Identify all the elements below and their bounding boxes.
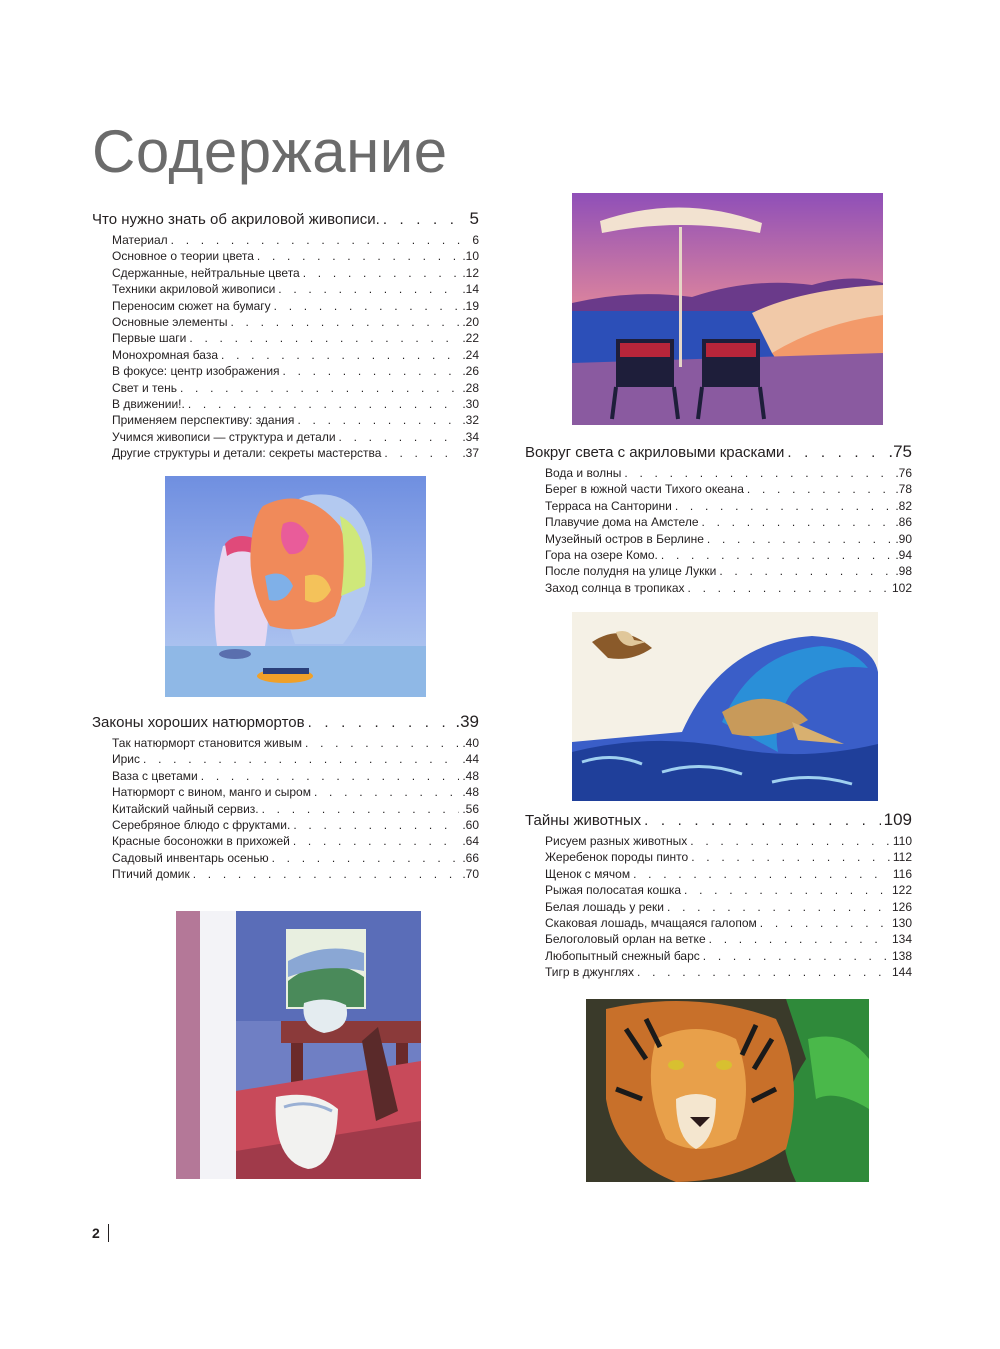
- toc-item-label: Белая лошадь у реки: [545, 899, 664, 914]
- toc-item-label: Основные элементы: [112, 314, 228, 329]
- toc-item-page: .19: [462, 298, 479, 313]
- page-number: [92, 1224, 109, 1242]
- toc-item[interactable]: [112, 801, 479, 817]
- toc-item-page: .82: [895, 498, 912, 513]
- toc-item-label: Птичий домик: [112, 867, 190, 882]
- toc-item[interactable]: [112, 751, 479, 767]
- toc-item-label: Любопытный снежный барс: [545, 948, 700, 963]
- toc-item-label: Натюрморт с вином, манго и сыром: [112, 785, 311, 800]
- toc-item[interactable]: [545, 882, 912, 898]
- toc-item[interactable]: [112, 347, 479, 363]
- toc-item-list: [112, 232, 479, 461]
- toc-item-page: .56: [462, 801, 479, 816]
- toc-item-page: .64: [462, 834, 479, 849]
- toc-item-page: 122: [891, 883, 912, 898]
- toc-item-label: Так натюрморт становится живым: [112, 736, 303, 750]
- toc-item-label: Музейный остров в Берлине: [545, 531, 704, 546]
- toc-item[interactable]: [112, 833, 479, 849]
- toc-item[interactable]: [545, 931, 912, 947]
- toc-item-label: Вода и волны: [545, 466, 622, 480]
- toc-item[interactable]: [112, 363, 479, 379]
- toc-item-label: Гора на озере Комо.: [545, 547, 658, 562]
- toc-item[interactable]: [545, 866, 912, 882]
- toc-item-label: Ирис: [112, 752, 141, 767]
- terrace-painting: [572, 193, 883, 425]
- toc-item-label: Применяем перспективу: здания: [112, 413, 295, 428]
- toc-item-page: 116: [892, 866, 912, 881]
- toc-item-label: Сдержанные, нейтральные цвета: [112, 265, 300, 280]
- page-title: Содержание: [92, 118, 448, 185]
- toc-item-page: 130: [891, 915, 912, 930]
- toc-item-page: .48: [462, 785, 479, 800]
- toc-item[interactable]: [545, 899, 912, 915]
- toc-item-page: 102: [891, 580, 912, 595]
- toc-item[interactable]: [545, 531, 912, 547]
- toc-item-label: Монохромная база: [112, 347, 219, 362]
- section-page: 5: [469, 209, 479, 228]
- toc-item-page: .44: [462, 752, 479, 767]
- toc-item-label: Первые шаги: [112, 331, 187, 346]
- toc-item-label: Переносим сюжет на бумагу: [112, 298, 271, 313]
- toc-item-page: .86: [895, 515, 912, 530]
- toc-section-animals: [525, 809, 912, 981]
- toc-item-page: .10: [462, 249, 479, 264]
- toc-item-label: Скаковая лошадь, мчащаяся галопом: [545, 915, 757, 930]
- toc-item-page: .94: [895, 547, 912, 562]
- toc-item-page: 112: [892, 850, 912, 865]
- toc-item-label: Щенок с мячом: [545, 866, 631, 881]
- toc-item[interactable]: [112, 281, 479, 297]
- toc-item-label: Жеребенок породы пинто: [545, 850, 689, 865]
- toc-item-page: .20: [462, 314, 479, 329]
- toc-item-page: .78: [895, 482, 912, 497]
- toc-item[interactable]: [112, 735, 479, 751]
- section-title: Вокруг света с акриловыми красками: [525, 444, 785, 461]
- toc-item-page: .70: [462, 867, 479, 882]
- toc-item[interactable]: [545, 465, 912, 481]
- toc-item-list: [112, 735, 479, 883]
- toc-item-label: Свет и тень: [112, 380, 177, 395]
- toc-item[interactable]: [545, 948, 912, 964]
- toc-item-page: 126: [891, 899, 912, 914]
- toc-item[interactable]: [545, 849, 912, 865]
- toc-item[interactable]: [112, 298, 479, 314]
- toc-item[interactable]: [545, 563, 912, 579]
- toc-item[interactable]: [545, 915, 912, 931]
- folio-divider: [108, 1224, 109, 1242]
- toc-item-label: Заход солнца в тропиках: [545, 580, 685, 595]
- toc-item-label: Тигр в джунглях: [545, 965, 635, 980]
- toc-item[interactable]: [112, 248, 479, 264]
- section-title: Законы хороших натюрмортов: [92, 714, 305, 731]
- toc-item-page: 138: [891, 948, 912, 963]
- toc-item[interactable]: [112, 768, 479, 784]
- section-title: Что нужно знать об акриловой живописи.: [92, 211, 380, 228]
- section-page: .75: [888, 442, 912, 461]
- toc-item-list: [545, 833, 912, 981]
- toc-item-label: В движении!.: [112, 396, 185, 411]
- toc-item-label: Берег в южной части Тихого океана: [545, 482, 744, 497]
- toc-item-label: Основное о теории цвета: [112, 249, 254, 264]
- toc-item[interactable]: [545, 498, 912, 514]
- section-page: .39: [455, 712, 479, 731]
- toc-item-label: Ваза с цветами: [112, 768, 198, 783]
- toc-item-page: 134: [891, 932, 912, 947]
- section-heading[interactable]: [92, 208, 479, 230]
- toc-item-page: .40: [462, 736, 479, 750]
- toc-item-page: 110: [892, 834, 912, 848]
- toc-item[interactable]: [112, 817, 479, 833]
- toc-item-label: Другие структуры и детали: секреты мастерства: [112, 446, 382, 461]
- toc-item-label: Плавучие дома на Амстеле: [545, 515, 699, 530]
- toc-item-label: Белоголовый орлан на ветке: [545, 932, 706, 947]
- toc-item[interactable]: [545, 833, 912, 849]
- toc-item[interactable]: [545, 547, 912, 563]
- toc-item[interactable]: [545, 964, 912, 980]
- toc-item-label: Серебряное блюдо с фруктами.: [112, 817, 291, 832]
- toc-item[interactable]: [112, 784, 479, 800]
- toc-item[interactable]: [545, 514, 912, 530]
- toc-item[interactable]: [545, 481, 912, 497]
- toc-item-page: .37: [462, 446, 479, 461]
- toc-item[interactable]: [112, 412, 479, 428]
- toc-item-page: .76: [895, 466, 912, 480]
- toc-item-page: 144: [891, 965, 912, 980]
- toc-item-page: .22: [462, 331, 479, 346]
- toc-item[interactable]: [112, 265, 479, 281]
- toc-item-page: .90: [895, 531, 912, 546]
- toc-item-page: .32: [462, 413, 479, 428]
- section-title: Тайны животных: [525, 812, 642, 829]
- toc-section-still-life: [92, 711, 479, 883]
- toc-item[interactable]: [545, 580, 912, 596]
- toc-item-label: Терраса на Санторини: [545, 498, 672, 513]
- toc-item-label: В фокусе: центр изображения: [112, 364, 280, 379]
- toc-item-page: .98: [895, 564, 912, 579]
- page-number-text: 2: [92, 1225, 100, 1241]
- toc-item-label: Садовый инвентарь осенью: [112, 850, 269, 865]
- toc-item-label: Красные босоножки в прихожей: [112, 834, 290, 849]
- toc-item-page: .24: [462, 347, 479, 362]
- toc-item-page: .14: [462, 282, 479, 297]
- toc-item-label: Китайский чайный сервиз.: [112, 801, 259, 816]
- toc-item[interactable]: [112, 396, 479, 412]
- toc-item[interactable]: [112, 429, 479, 445]
- toc-item[interactable]: [112, 314, 479, 330]
- toc-item-label: После полудня на улице Лукки: [545, 564, 717, 579]
- toc-section-around-world: [525, 441, 912, 596]
- toc-item-page: .30: [462, 396, 479, 411]
- toc-item-label: Учимся живописи — структура и детали: [112, 429, 336, 444]
- toc-item-label: Рыжая полосатая кошка: [545, 883, 682, 898]
- toc-item[interactable]: [112, 232, 479, 248]
- toc-item[interactable]: [112, 445, 479, 461]
- section-heading[interactable]: [92, 711, 479, 733]
- section-page: 109: [883, 810, 912, 829]
- toc-item-page: .66: [462, 850, 479, 865]
- toc-item-page: 6: [472, 233, 479, 247]
- toc-item-page: .34: [462, 429, 479, 444]
- toc-item-page: .12: [462, 265, 479, 280]
- toc-item[interactable]: [112, 866, 479, 882]
- toc-item-label: Рисуем разных животных: [545, 834, 688, 848]
- toc-item-label: Материал: [112, 233, 168, 247]
- interior-painting: [176, 911, 421, 1179]
- pelican-wave-painting: [572, 612, 878, 801]
- sailboat-painting: [165, 476, 426, 697]
- toc-item-label: Техники акриловой живописи: [112, 282, 276, 297]
- toc-item[interactable]: [112, 380, 479, 396]
- toc-item-page: .28: [462, 380, 479, 395]
- toc-item[interactable]: [112, 850, 479, 866]
- toc-item-page: .26: [462, 364, 479, 379]
- tiger-painting: [586, 999, 869, 1182]
- toc-item-list: [545, 465, 912, 596]
- toc-section-acrylic-basics: [92, 208, 479, 461]
- section-heading[interactable]: [525, 809, 912, 831]
- toc-item-page: .48: [462, 768, 479, 783]
- toc-item[interactable]: [112, 330, 479, 346]
- toc-item-page: .60: [462, 817, 479, 832]
- section-heading[interactable]: [525, 441, 912, 463]
